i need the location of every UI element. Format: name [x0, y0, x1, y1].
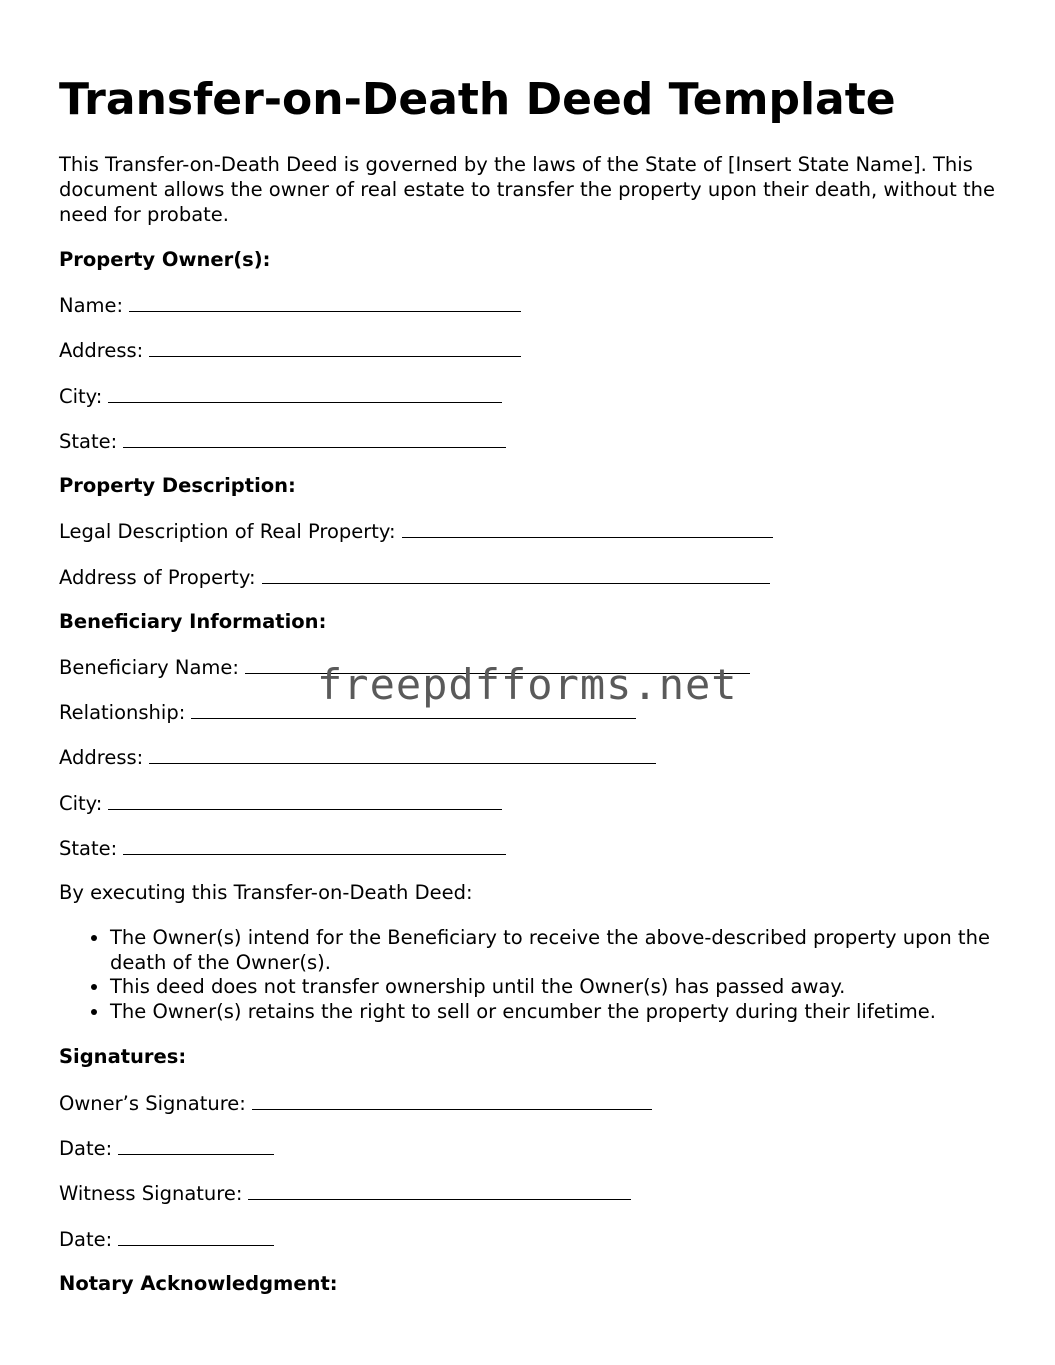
witness-date-field	[59, 1227, 274, 1252]
execution-bullet-list	[59, 926, 999, 1024]
list-item: • This deed does not transfer ownership until the Owner(s) has passed away.	[110, 975, 999, 1000]
beneficiary-city-blank[interactable]	[108, 791, 502, 810]
owner-city-blank[interactable]	[108, 384, 502, 403]
beneficiary-city-label: City:	[59, 792, 103, 815]
witness-date-label: Date:	[59, 1228, 113, 1251]
owner-name-blank[interactable]	[129, 293, 521, 312]
property-heading: Property Description:	[59, 474, 296, 497]
owner-address-blank[interactable]	[149, 338, 521, 357]
property-address-field	[59, 565, 770, 590]
list-item: • The Owner(s) retains the right to sell or encumber the property during their lifetime.	[110, 1000, 999, 1025]
watermark: freepdfforms.net	[317, 660, 738, 709]
witness-signature-field	[59, 1181, 631, 1206]
owner-address-field	[59, 338, 521, 363]
owner-date-blank[interactable]	[118, 1136, 274, 1155]
owner-state-blank[interactable]	[123, 429, 506, 448]
property-address-blank[interactable]	[262, 565, 770, 584]
beneficiary-address-field	[59, 745, 656, 770]
legal-description-blank[interactable]	[402, 519, 773, 538]
execution-lead: By executing this Transfer-on-Death Deed:	[59, 881, 473, 904]
owner-address-label: Address:	[59, 339, 144, 362]
owner-date-label: Date:	[59, 1137, 113, 1160]
owner-name-field	[59, 293, 521, 318]
legal-description-field	[59, 519, 773, 544]
witness-signature-label: Witness Signature:	[59, 1182, 243, 1205]
beneficiary-state-label: State:	[59, 837, 118, 860]
owner-city-field	[59, 384, 502, 409]
witness-date-blank[interactable]	[118, 1227, 274, 1246]
owner-signature-field	[59, 1091, 652, 1116]
document-title: Transfer-on-Death Deed Template	[59, 74, 896, 125]
beneficiary-state-blank[interactable]	[123, 836, 506, 855]
beneficiary-city-field	[59, 791, 502, 816]
beneficiary-heading: Beneficiary Information:	[59, 610, 327, 633]
beneficiary-address-label: Address:	[59, 746, 144, 769]
beneficiary-name-label: Beneficiary Name:	[59, 656, 239, 679]
owner-state-label: State:	[59, 430, 118, 453]
owner-date-field	[59, 1136, 274, 1161]
beneficiary-state-field	[59, 836, 506, 861]
witness-signature-blank[interactable]	[248, 1181, 631, 1200]
signatures-heading: Signatures:	[59, 1045, 187, 1068]
owner-heading: Property Owner(s):	[59, 248, 271, 271]
owner-state-field	[59, 429, 506, 454]
beneficiary-address-blank[interactable]	[149, 745, 656, 764]
owner-signature-blank[interactable]	[252, 1091, 652, 1110]
owner-city-label: City:	[59, 385, 103, 408]
relationship-label: Relationship:	[59, 701, 186, 724]
property-address-label: Address of Property:	[59, 566, 256, 589]
notary-heading: Notary Acknowledgment:	[59, 1272, 338, 1295]
owner-name-label: Name:	[59, 294, 124, 317]
owner-signature-label: Owner’s Signature:	[59, 1092, 246, 1115]
intro-paragraph: This Transfer-on-Death Deed is governed by the laws of the State of [Insert State Name]. This document allows the owner of real estate to transfer the property upon their death, without the need for probate.	[59, 153, 995, 226]
list-item: • The Owner(s) intend for the Beneficiary to receive the above-described property upon the death of the Owner(s).	[110, 926, 999, 975]
legal-description-label: Legal Description of Real Property:	[59, 520, 396, 543]
